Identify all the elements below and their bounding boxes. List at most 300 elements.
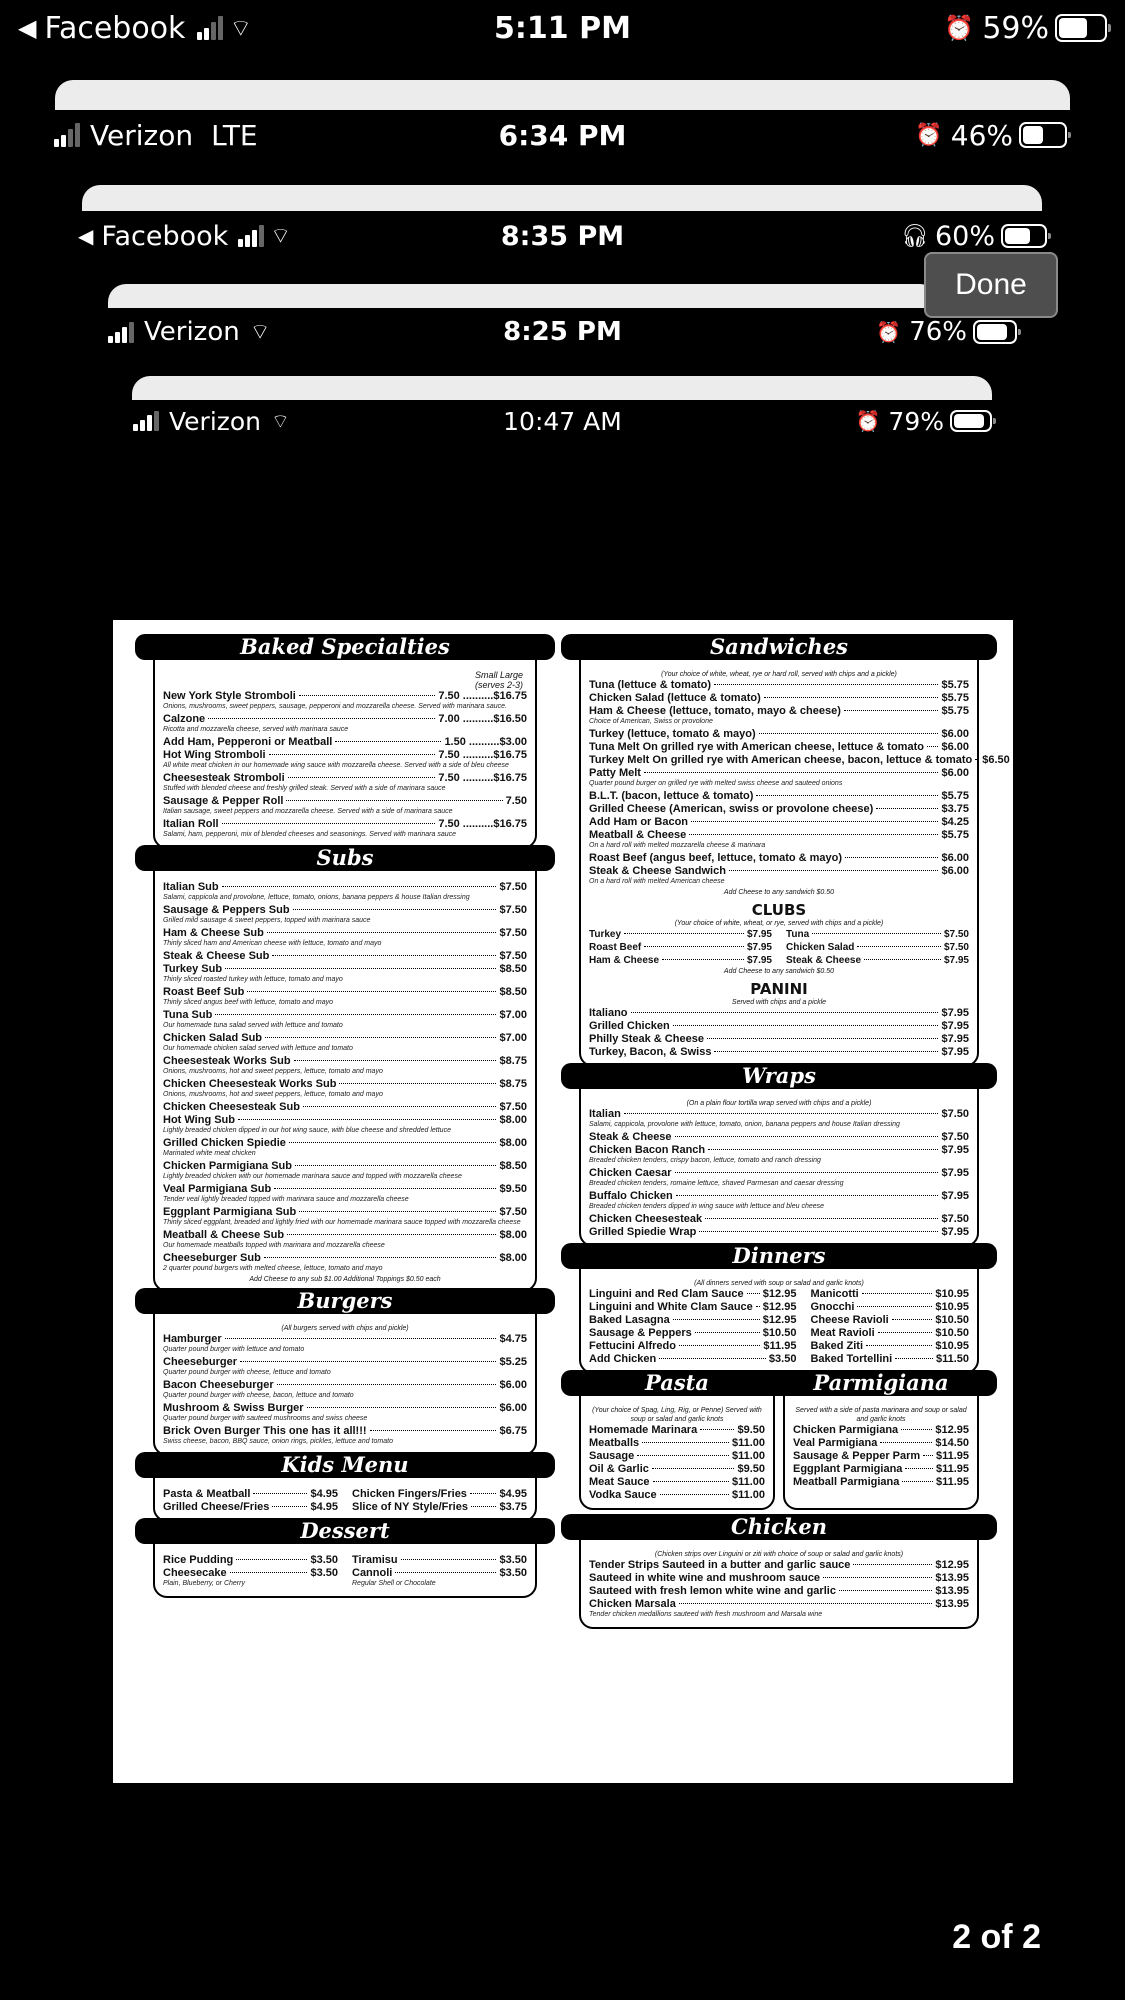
- leader-dots: [662, 959, 744, 960]
- leader-dots: [857, 946, 941, 947]
- battery-percent: 76%: [909, 317, 967, 347]
- menu-item-price: $6.00: [941, 767, 969, 779]
- signal-icon: [133, 411, 159, 431]
- menu-item-price: $8.00: [499, 1137, 527, 1149]
- menu-item-description: Lightly breaded chicken dipped in our hot wing sauce, with blue cheese and shredded lettuce: [163, 1127, 451, 1134]
- menu-item-row: [793, 1437, 969, 1450]
- menu-item-row: [163, 1206, 527, 1219]
- pasta-parmigiana-row: [579, 1370, 979, 1518]
- menu-item: [589, 1213, 969, 1226]
- menu-item: [163, 1032, 527, 1053]
- menu-item: [589, 1585, 969, 1598]
- menu-item-name: Philly Steak & Cheese: [589, 1033, 704, 1045]
- list-column: [163, 1554, 338, 1590]
- menu-item-price: $3.50: [310, 1567, 338, 1579]
- menu-item-row: [163, 1567, 338, 1580]
- menu-item-price: $5.75: [941, 829, 969, 841]
- menu-item-description: Our homemade tuna salad served with lettuce and tomato: [163, 1022, 343, 1029]
- menu-item-row: [163, 736, 527, 749]
- menu-item-name: Cheeseburger Sub: [163, 1252, 261, 1264]
- menu-item: [163, 1356, 527, 1377]
- menu-item-row: [163, 1402, 527, 1415]
- menu-item-row: [163, 881, 527, 894]
- menu-item: [793, 1463, 969, 1476]
- menu-item-price: $7.50: [941, 1213, 969, 1225]
- menu-item-row: [163, 749, 527, 762]
- menu-item-price: $10.50: [935, 1327, 969, 1339]
- leader-dots: [652, 1468, 735, 1469]
- menu-item: [589, 954, 772, 967]
- menu-item-name: Turkey: [589, 929, 622, 940]
- menu-item: [589, 1314, 796, 1327]
- menu-item-row: [786, 928, 969, 941]
- menu-item-price: $4.25: [941, 816, 969, 828]
- menu-item: [589, 1301, 796, 1314]
- menu-item-name: Calzone: [163, 713, 206, 725]
- menu-item-name: Tiramisu: [352, 1554, 398, 1566]
- menu-item-price: $8.50: [499, 963, 527, 975]
- menu-item-name: Sausage & Pepper Parm: [793, 1450, 921, 1462]
- leader-dots: [265, 1037, 496, 1038]
- battery-percent: 79%: [888, 406, 944, 436]
- menu-item-name: Meatball Parmigiana: [793, 1476, 900, 1488]
- menu-item: [589, 728, 969, 741]
- menu-item-price: $4.95: [310, 1501, 338, 1513]
- menu-item: [589, 1559, 969, 1572]
- menu-item-row: [589, 1476, 765, 1489]
- leader-dots: [644, 946, 744, 947]
- menu-item-price: $6.00: [941, 852, 969, 864]
- leader-dots: [673, 1319, 760, 1320]
- menu-item: [589, 1424, 765, 1437]
- leader-dots: [277, 1384, 497, 1385]
- section-title: Baked Specialties: [135, 634, 555, 660]
- menu-item-name: Hot Wing Sub: [163, 1114, 235, 1126]
- menu-item: [793, 1437, 969, 1450]
- menu-item: [786, 941, 969, 954]
- menu-item-description: Onions, mushrooms, sweet peppers, sausage, pepperoni and mozzarella cheese. Served with marinara sauce.: [163, 703, 507, 710]
- menu-item-price: $10.95: [935, 1288, 969, 1300]
- headphones-icon: 🎧︎: [901, 223, 929, 249]
- page-counter: 2 of 2: [952, 1918, 1041, 1956]
- menu-item-row: [589, 728, 969, 741]
- menu-item: [163, 772, 527, 793]
- section-title: Chicken: [561, 1514, 997, 1540]
- leader-dots: [225, 968, 496, 969]
- menu-item-description: Ricotta and mozzarella cheese, served with marinara sauce: [163, 726, 349, 733]
- menu-image[interactable]: [113, 620, 1013, 1783]
- menu-item-price: $7.50: [499, 1206, 527, 1218]
- leader-dots: [289, 1142, 497, 1143]
- back-arrow-icon[interactable]: ◀: [78, 224, 94, 248]
- signal-icon: [54, 123, 80, 147]
- menu-item-description: Swiss cheese, bacon, BBQ sauce, onion rings, pickles, lettuce and tomato: [163, 1438, 393, 1445]
- menu-item: [793, 1450, 969, 1463]
- menu-item-price: $5.75: [941, 692, 969, 704]
- menu-item: [786, 954, 969, 967]
- menu-item-price: $11.95: [935, 1463, 969, 1475]
- menu-item-row: [810, 1288, 969, 1301]
- menu-item-description: Salami, cappicola and provolone, lettuce, tomato, onions, banana peppers & house Italian dressing: [163, 894, 470, 901]
- menu-item-name: Ham & Cheese Sub: [163, 927, 264, 939]
- wifi-icon: ⌔: [271, 408, 290, 433]
- menu-item-price: $7.95: [941, 1144, 969, 1156]
- menu-item-row: [589, 1353, 796, 1366]
- section-note: (Your choice of Spag, Ling, Rig, or Penne) Served with soup or salad and garlic knots: [592, 1407, 762, 1423]
- menu-item-name: Baked Tortellini: [810, 1353, 893, 1365]
- network-label: LTE: [211, 118, 258, 152]
- leader-dots: [839, 1590, 932, 1591]
- clubs-note: (Your choice of white, wheat, or rye, served with chips and a pickle): [674, 920, 884, 927]
- menu-item-row: [589, 1301, 796, 1314]
- signal-icon: [197, 16, 223, 40]
- menu-item-price: $7.95: [746, 942, 772, 953]
- menu-item-price: $4.95: [499, 1488, 527, 1500]
- leader-dots: [659, 1358, 766, 1359]
- menu-item-price: $4.95: [310, 1488, 338, 1500]
- menu-item-row: [589, 1327, 796, 1340]
- leader-dots: [660, 1494, 729, 1495]
- menu-item-name: Mushroom & Swiss Burger: [163, 1402, 304, 1414]
- back-app-label[interactable]: Facebook: [101, 220, 229, 252]
- menu-item-row: [352, 1501, 527, 1514]
- leader-dots: [471, 1506, 497, 1507]
- leader-dots: [299, 1211, 496, 1212]
- two-column-list: [163, 1488, 527, 1514]
- leader-dots: [272, 1506, 307, 1507]
- menu-item-row: [589, 816, 969, 829]
- menu-item-row: [589, 754, 1010, 767]
- leader-dots: [729, 870, 939, 871]
- menu-item-name: Sausage & Peppers Sub: [163, 904, 290, 916]
- menu-item: [589, 1437, 765, 1450]
- panini-title: PANINI: [750, 980, 808, 998]
- status-time: 6:34 PM: [498, 118, 627, 152]
- menu-item: [589, 1463, 765, 1476]
- menu-item: [163, 1114, 527, 1135]
- menu-item: [589, 1020, 969, 1033]
- menu-item-price: $11.95: [935, 1450, 969, 1462]
- menu-item-name: Chicken Parmigiana: [793, 1424, 899, 1436]
- menu-item-name: Pasta & Meatball: [163, 1488, 251, 1500]
- menu-item-description: All white meat chicken in our homemade wing sauce with mozzarella cheese. Served with a side of bleu cheese: [163, 762, 509, 769]
- leader-dots: [287, 1234, 496, 1235]
- leader-dots: [272, 955, 496, 956]
- menu-item-description: Breaded chicken tenders, romaine lettuce, shaved Parmesan and caesar dressing: [589, 1180, 844, 1187]
- leader-dots: [339, 1083, 496, 1084]
- menu-item: [589, 790, 969, 803]
- menu-item: [163, 986, 527, 1007]
- menu-item: [163, 1137, 527, 1158]
- menu-item-row: [589, 790, 969, 803]
- clubs-footer: Add Cheese to any sandwich $0.50: [723, 968, 835, 975]
- menu-item-name: Baked Lasagna: [589, 1314, 670, 1326]
- leader-dots: [902, 1481, 933, 1482]
- menu-item-name: Sausage & Peppers: [589, 1327, 692, 1339]
- leader-dots: [238, 1119, 496, 1120]
- menu-item-name: Meatball & Cheese: [589, 829, 687, 841]
- menu-item-description: On a hard roll with melted American cheese: [589, 878, 725, 885]
- menu-item-row: [589, 1489, 765, 1502]
- menu-item-name: Chicken Cheesesteak: [589, 1213, 703, 1225]
- menu-item-price: $5.75: [941, 705, 969, 717]
- leader-dots: [901, 1429, 932, 1430]
- menu-item-name: Meatball & Cheese Sub: [163, 1229, 285, 1241]
- leader-dots: [689, 834, 938, 835]
- menu-item-name: Chicken Cheesesteak Works Sub: [163, 1078, 337, 1090]
- menu-item: [163, 1554, 338, 1567]
- leader-dots: [679, 1345, 760, 1346]
- sheet-edge-4: [132, 376, 992, 400]
- menu-item: [589, 1288, 796, 1301]
- menu-item-row: [589, 1598, 969, 1611]
- menu-item-name: Chicken Cheesesteak Sub: [163, 1101, 300, 1113]
- menu-item-description: Salami, cappicola, provolone with lettuce, tomato, onion, banana peppers and house Italian dressing: [589, 1121, 900, 1128]
- leader-dots: [845, 857, 938, 858]
- menu-item-price: $6.00: [499, 1379, 527, 1391]
- menu-item-name: Sausage: [589, 1450, 635, 1462]
- menu-item: [589, 829, 969, 850]
- section-title: Pasta: [561, 1370, 793, 1396]
- menu-item-price: 7.50 ..........$16.75: [438, 749, 527, 761]
- menu-item-name: Eggplant Parmigiana: [793, 1463, 903, 1475]
- menu-item-row: [163, 904, 527, 917]
- menu-item-price: $3.50: [310, 1554, 338, 1566]
- menu-item-name: Hamburger: [163, 1333, 222, 1345]
- menu-item-price: 7.00 ..........$16.50: [438, 713, 527, 725]
- menu-item: [810, 1340, 969, 1353]
- menu-item-row: [589, 692, 969, 705]
- section-note: (On a plain flour tortilla wrap served with chips and a pickle): [686, 1100, 872, 1107]
- menu-item-price: $12.95: [935, 1424, 969, 1436]
- menu-item: [589, 803, 969, 816]
- menu-item: [589, 852, 969, 865]
- menu-item: [589, 1327, 796, 1340]
- menu-item-description: Stuffed with blended cheese and freshly grilled steak. Served with a side of marinara sauce: [163, 785, 446, 792]
- leader-dots: [895, 1358, 933, 1359]
- menu-item-row: [163, 1055, 527, 1068]
- menu-item: [589, 865, 969, 886]
- menu-item-row: [589, 1288, 796, 1301]
- menu-item-name: Add Chicken: [589, 1353, 657, 1365]
- menu-item: [589, 679, 969, 692]
- leader-dots: [286, 800, 502, 801]
- menu-item-price: $7.95: [941, 1190, 969, 1202]
- leader-dots: [707, 1038, 939, 1039]
- back-arrow-icon[interactable]: ◀: [18, 14, 37, 42]
- menu-item: [163, 1425, 527, 1446]
- signal-icon: [238, 225, 264, 247]
- menu-item: [810, 1327, 969, 1340]
- leader-dots: [853, 1564, 932, 1565]
- menu-item-name: Patty Melt: [589, 767, 641, 779]
- list-column: [589, 928, 772, 967]
- menu-section-parmigiana: [783, 1370, 979, 1510]
- menu-item-row: [793, 1450, 969, 1463]
- menu-item-row: [589, 1213, 969, 1226]
- menu-item-description: Quarter pound burger on grilled rye with melted swiss cheese and sauteed onions: [589, 780, 843, 787]
- menu-item: [786, 928, 969, 941]
- menu-section-subs: [153, 845, 537, 1292]
- menu-item-name: Meat Sauce: [589, 1476, 650, 1488]
- menu-item-name: Grilled Chicken Spiedie: [163, 1137, 286, 1149]
- menu-item-price: $7.00: [499, 1032, 527, 1044]
- menu-item-name: Manicotti: [810, 1288, 859, 1300]
- menu-item-name: Tuna (lettuce & tomato): [589, 679, 712, 691]
- menu-item-name: Add Ham, Pepperoni or Meatball: [163, 736, 333, 748]
- menu-item-name: Grilled Spiedie Wrap: [589, 1226, 697, 1238]
- done-button[interactable]: Done: [924, 252, 1058, 318]
- menu-item-row: [589, 741, 969, 754]
- menu-item-name: Homemade Marinara: [589, 1424, 698, 1436]
- menu-item-price: $7.50: [499, 881, 527, 893]
- leader-dots: [844, 710, 939, 711]
- menu-item-name: Roast Beef (angus beef, lettuce, tomato & mayo): [589, 852, 843, 864]
- menu-item-name: Eggplant Parmigiana Sub: [163, 1206, 297, 1218]
- menu-item-price: $3.50: [768, 1353, 797, 1365]
- menu-item-row: [163, 772, 527, 785]
- menu-item-price: $7.95: [941, 1007, 969, 1019]
- menu-item-price: $12.95: [762, 1301, 797, 1313]
- menu-item-row: [163, 1032, 527, 1045]
- menu-item-name: Ham & Cheese: [589, 955, 660, 966]
- menu-item-name: Steak & Cheese Sub: [163, 950, 270, 962]
- menu-item-name: Linguini and White Clam Sauce: [589, 1301, 753, 1313]
- two-column-list: [163, 1554, 527, 1590]
- menu-item-row: [163, 1252, 527, 1265]
- menu-item-name: Veal Parmigiana: [793, 1437, 878, 1449]
- menu-item-row: [163, 1229, 527, 1242]
- two-column-list: [589, 928, 969, 967]
- menu-item-row: [589, 1226, 969, 1239]
- menu-item-price: $8.75: [499, 1055, 527, 1067]
- menu-item-row: [589, 1144, 969, 1157]
- section-note: Served with a side of pasta marinara and soup or salad and garlic knots: [795, 1407, 967, 1423]
- menu-item-row: [589, 865, 969, 878]
- leader-dots: [631, 1012, 939, 1013]
- menu-item-name: Chicken Caesar: [589, 1167, 672, 1179]
- menu-item-price: 7.50: [505, 795, 527, 807]
- leader-dots: [700, 1429, 734, 1430]
- menu-item: [589, 1190, 969, 1211]
- menu-item-price: $14.50: [935, 1437, 969, 1449]
- leader-dots: [624, 1113, 939, 1114]
- menu-item-description: 2 quarter pound burgers with melted cheese, lettuce, tomato and mayo: [163, 1265, 383, 1272]
- size-header: Small Large: [474, 670, 523, 680]
- back-app-label[interactable]: Facebook: [44, 10, 186, 46]
- alarm-icon: ⏰: [876, 320, 902, 344]
- menu-item-row: [352, 1567, 527, 1580]
- menu-item-name: Slice of NY Style/Fries: [352, 1501, 468, 1513]
- menu-item: [810, 1314, 969, 1327]
- menu-item-name: Steak & Cheese Sandwich: [589, 865, 726, 877]
- menu-item-row: [589, 852, 969, 865]
- menu-item-name: Oil & Garlic: [589, 1463, 649, 1475]
- menu-item-price: 7.50 ..........$16.75: [438, 690, 527, 702]
- menu-item: [589, 1476, 765, 1489]
- menu-item: [589, 1226, 969, 1239]
- menu-item-price: $3.50: [499, 1567, 527, 1579]
- menu-item-name: Sauteed in white wine and mushroom sauce: [589, 1572, 821, 1584]
- status-bar-1: [0, 8, 1125, 48]
- leader-dots: [675, 1136, 939, 1137]
- menu-item: [163, 1488, 338, 1501]
- menu-item-row: [589, 1572, 969, 1585]
- menu-item-name: Sausage & Pepper Roll: [163, 795, 284, 807]
- menu-item-row: [163, 1379, 527, 1392]
- menu-item-row: [589, 1437, 765, 1450]
- menu-item-price: $10.95: [935, 1301, 969, 1313]
- menu-item-description: Thinly sliced roasted turkey with lettuce, tomato and mayo: [163, 976, 343, 983]
- leader-dots: [714, 1051, 938, 1052]
- menu-item-row: [589, 1046, 969, 1059]
- menu-item-name: Turkey Sub: [163, 963, 223, 975]
- menu-item-price: $12.95: [762, 1314, 797, 1326]
- menu-item-row: [163, 950, 527, 963]
- leader-dots: [215, 1014, 496, 1015]
- battery-percent: 60%: [934, 220, 995, 252]
- leader-dots: [267, 932, 497, 933]
- menu-item-price: $10.50: [935, 1314, 969, 1326]
- menu-item-row: [589, 767, 969, 780]
- status-time: 5:11 PM: [494, 10, 631, 46]
- battery-icon: [950, 410, 992, 432]
- clubs-title: CLUBS: [751, 901, 807, 919]
- menu-item: [163, 1402, 527, 1423]
- carrier-label: Verizon: [90, 118, 194, 152]
- menu-item-row: [163, 1009, 527, 1022]
- menu-item: [163, 1009, 527, 1030]
- menu-item-row: [589, 1108, 969, 1121]
- menu-item-price: $3.75: [499, 1501, 527, 1513]
- menu-item-price: $7.95: [943, 955, 969, 966]
- menu-item-name: Cheese Ravioli: [810, 1314, 889, 1326]
- leader-dots: [878, 1332, 933, 1333]
- leader-dots: [307, 1407, 497, 1408]
- menu-item-price: $8.00: [499, 1229, 527, 1241]
- leader-dots: [695, 1332, 760, 1333]
- menu-item: [589, 705, 969, 726]
- menu-item-row: [810, 1301, 969, 1314]
- menu-item-name: Cheesesteak Stromboli: [163, 772, 285, 784]
- menu-item-row: [163, 1554, 338, 1567]
- leader-dots: [335, 741, 441, 742]
- menu-item-price: $6.00: [941, 741, 969, 753]
- menu-item-row: [589, 1131, 969, 1144]
- section-note: (All dinners served with soup or salad and garlic knots): [694, 1280, 864, 1287]
- leader-dots: [812, 933, 941, 934]
- section-title: Kids Menu: [135, 1452, 555, 1478]
- menu-item-name: Ham & Cheese (lettuce, tomato, mayo & cheese): [589, 705, 841, 717]
- list-column: [786, 928, 969, 967]
- menu-item: [163, 927, 527, 948]
- menu-item-row: [163, 1501, 338, 1514]
- menu-item-price: $9.50: [737, 1463, 765, 1475]
- menu-item: [793, 1476, 969, 1489]
- menu-section-baked-specialties: [153, 634, 537, 849]
- menu-item-price: $5.75: [941, 679, 969, 691]
- menu-item-price: $7.50: [943, 929, 969, 940]
- menu-item-price: $7.50: [499, 927, 527, 939]
- menu-item-name: Roast Beef Sub: [163, 986, 245, 998]
- menu-item-description: Quarter pound burger with cheese, lettuce and tomato: [163, 1369, 331, 1376]
- menu-item-name: Hot Wing Stromboli: [163, 749, 266, 761]
- menu-item-name: Meat Ravioli: [810, 1327, 875, 1339]
- menu-item-price: $6.50: [982, 754, 1010, 766]
- menu-item-row: [589, 679, 969, 692]
- menu-item-description: On a hard roll with melted mozzarella cheese & marinara: [589, 842, 766, 849]
- menu-item-row: [163, 963, 527, 976]
